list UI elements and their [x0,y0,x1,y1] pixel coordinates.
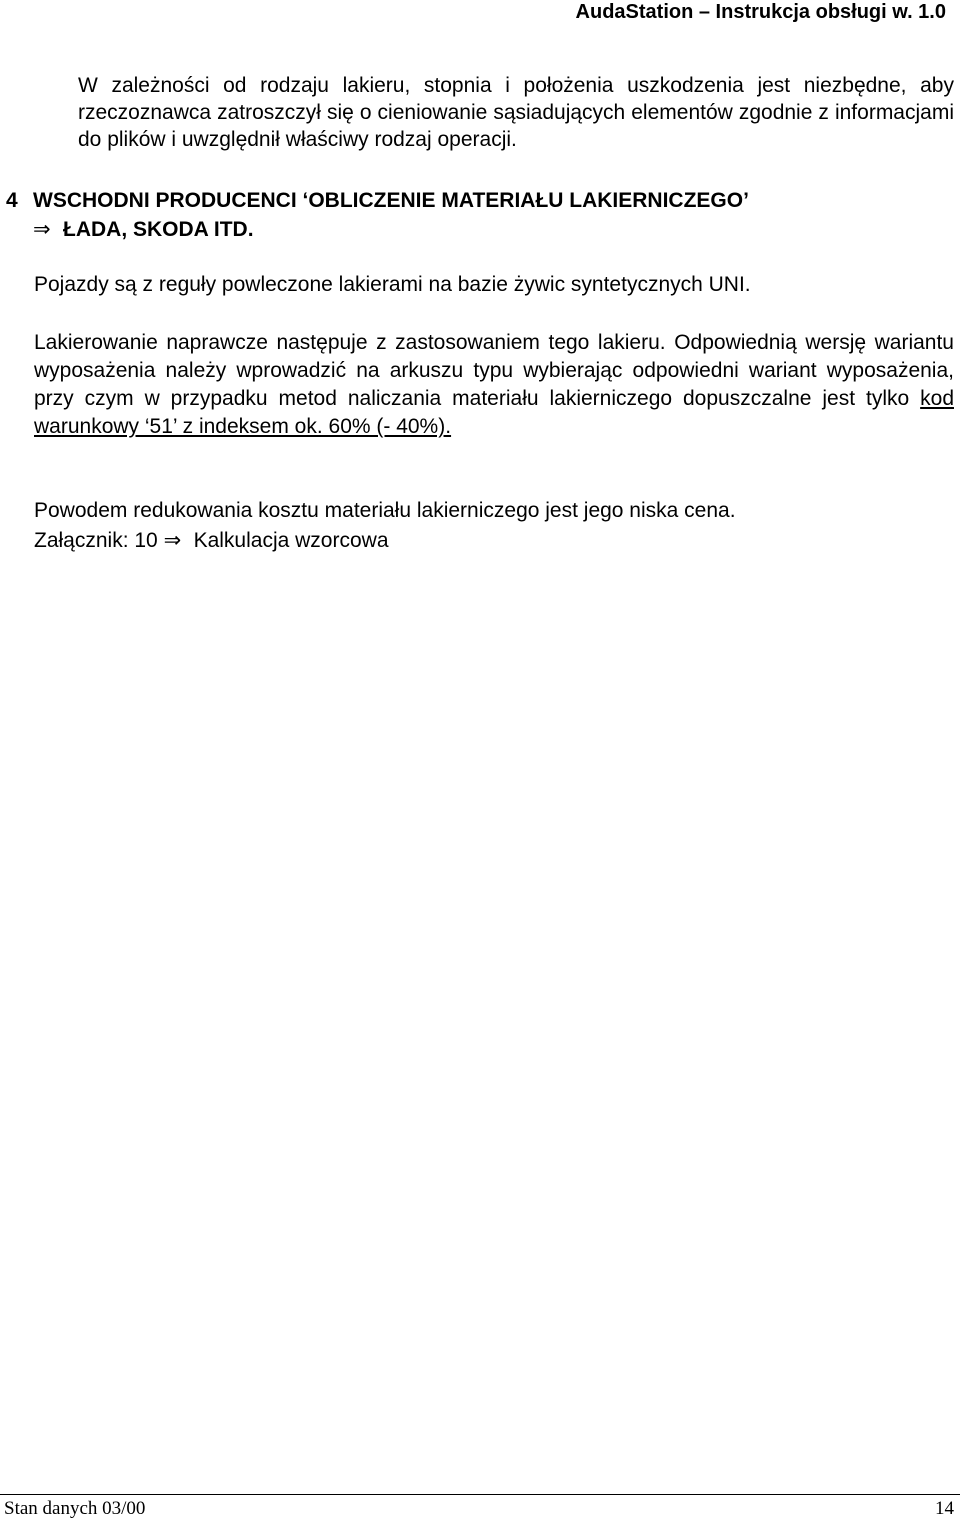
paragraph-repair-lacquering [34,329,954,441]
attachment-reference[interactable] [34,527,954,555]
footer-page-number: 14 [935,1498,954,1519]
paragraph-repair-text: Lakierowanie naprawcze następuje z zastosowaniem tego lakieru. Odpowiednią wersję wariantu wyposażenia należy wprowadzić na arkuszu typu wybierając odpowiedni wariant wyposażenia, przy czym w przypadku metod naliczania materiału lakierniczego dopuszczalne jest tylko [34,331,954,410]
section-heading [6,186,946,244]
footer-data-state: Stan danych 03/00 [4,1498,146,1519]
attachment-target-link[interactable]: Kalkulacja wzorcowa [193,529,389,552]
footer-divider [0,1494,960,1495]
section-subtitle: ŁADA, SKODA ITD. [63,218,254,241]
intro-text: W zależności od rodzaju lakieru, stopnia i położenia uszkodzenia jest niezbędne, aby rzeczoznawca zatroszczył się o cieniowanie sąsiadujących elementów zgodnie z informacjami do plików i uwzględnił właściwy rodzaj operacji. [78,74,954,151]
section-number: 4 [6,189,18,212]
double-arrow-icon: ⇒ [33,218,51,241]
paragraph-cost-reason: Powodem redukowania kosztu materiału lakierniczego jest jego niska cena. [34,499,736,522]
intro-paragraph [78,72,954,153]
section-title: WSCHODNI PRODUCENCI ‘OBLICZENIE MATERIAŁU LAKIERNICZEGO’ [33,189,749,212]
double-arrow-icon: ⇒ [163,529,182,552]
paragraph-uni-lacquer: Pojazdy są z reguły powleczone lakierami na bazie żywic syntetycznych UNI. [34,273,751,296]
section-subtitle-line [6,215,946,244]
page-header-title: AudaStation – Instrukcja obsługi w. 1.0 [575,1,946,23]
condition-code-text: kod warunkowy ‘51’ z indeksem ok. 60% (- 40%). [34,387,954,438]
attachment-label: Załącznik: 10 [34,529,158,552]
